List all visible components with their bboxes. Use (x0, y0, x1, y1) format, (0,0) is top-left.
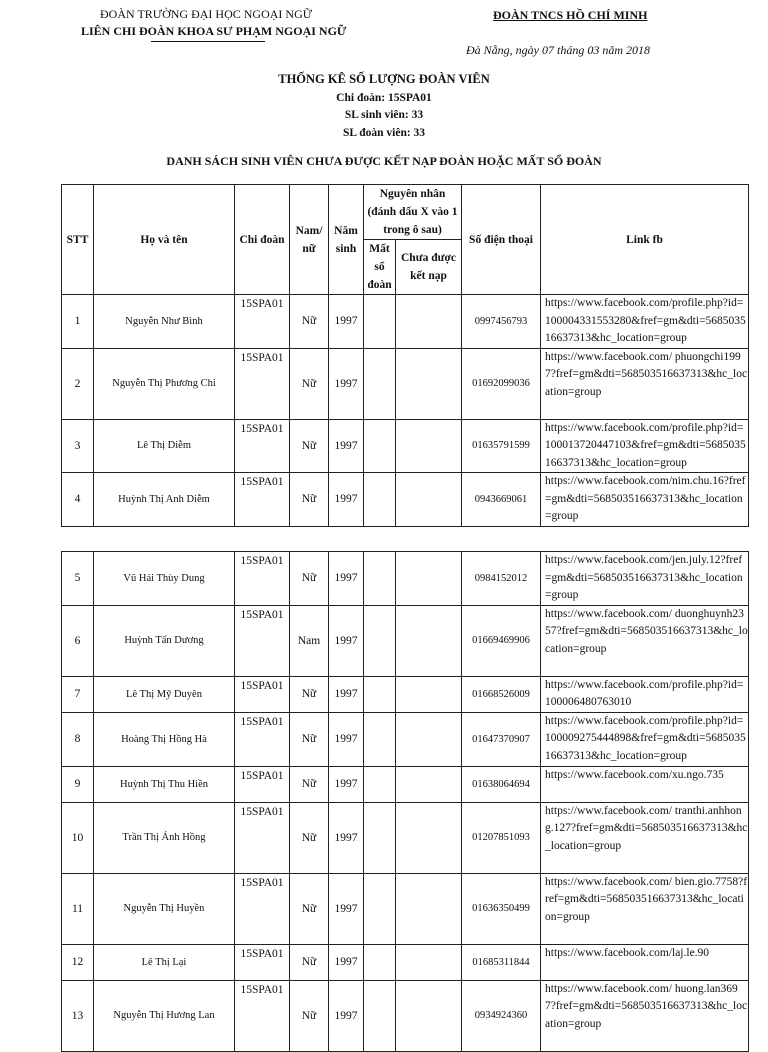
row-lost-book-mark (364, 605, 396, 676)
row-lost-book-mark (364, 473, 396, 527)
row-chi-doan: 15SPA01 (235, 944, 290, 980)
row-gender: Nữ (290, 676, 329, 712)
student-table-page1 (61, 184, 749, 527)
row-not-admitted-mark (396, 419, 462, 473)
row-year: 1997 (329, 348, 364, 419)
row-year: 1997 (329, 419, 364, 473)
row-stt: 10 (62, 802, 94, 873)
row-not-admitted-mark (396, 802, 462, 873)
chi-doan-line: Chi đoàn: 15SPA01 (336, 92, 432, 104)
row-stt: 6 (62, 605, 94, 676)
row-year: 1997 (329, 980, 364, 1051)
row-gender: Nữ (290, 980, 329, 1051)
row-chi-doan: 15SPA01 (235, 802, 290, 873)
row-name: Lê Thị Lại (94, 944, 235, 980)
row-phone: 0997456793 (462, 295, 541, 349)
row-stt: 7 (62, 676, 94, 712)
row-fb-link[interactable]: https://www.facebook.com/ bien.gio.7758?fref=gm&dti=568503516637313&hc_location=group (541, 873, 749, 944)
row-not-admitted-mark (396, 676, 462, 712)
row-fb-link[interactable]: https://www.facebook.com/jen.july.12?fref=gm&dti=568503516637313&hc_location=group (541, 552, 749, 606)
row-phone: 01685311844 (462, 944, 541, 980)
row-phone: 01692099036 (462, 348, 541, 419)
row-not-admitted-mark (396, 552, 462, 606)
row-not-admitted-mark (396, 980, 462, 1051)
row-name: Huỳnh Tấn Dương (94, 605, 235, 676)
row-name: Trần Thị Ánh Hồng (94, 802, 235, 873)
row-stt: 13 (62, 980, 94, 1051)
row-fb-link[interactable]: https://www.facebook.com/ duonghuynh2357?fref=gm&dti=568503516637313&hc_location=group (541, 605, 749, 676)
row-year: 1997 (329, 295, 364, 349)
row-gender: Nữ (290, 712, 329, 766)
col-chi-doan-header: Chi đoàn (235, 185, 290, 295)
header-underline (151, 41, 265, 42)
row-stt: 5 (62, 552, 94, 606)
table-row (62, 802, 749, 873)
row-year: 1997 (329, 802, 364, 873)
table-row (62, 473, 749, 527)
row-fb-link[interactable]: https://www.facebook.com/profile.php?id=100006480763010 (541, 676, 749, 712)
row-stt: 4 (62, 473, 94, 527)
row-chi-doan: 15SPA01 (235, 419, 290, 473)
row-name: Nguyễn Thị Huyền (94, 873, 235, 944)
row-phone: 01668526009 (462, 676, 541, 712)
student-count-line: SL sinh viên: 33 (344, 109, 424, 121)
col-lost-book-header: Mất sổ đoàn (364, 240, 396, 295)
row-gender: Nữ (290, 348, 329, 419)
row-stt: 2 (62, 348, 94, 419)
list-title: DANH SÁCH SINH VIÊN CHƯA ĐƯỢC KẾT NẠP ĐOÀN HOẶC MẤT SỔ ĐOÀN (166, 154, 602, 168)
col-name-header: Họ và tên (94, 185, 235, 295)
row-chi-doan: 15SPA01 (235, 473, 290, 527)
row-chi-doan: 15SPA01 (235, 295, 290, 349)
row-chi-doan: 15SPA01 (235, 712, 290, 766)
row-phone: 01636350499 (462, 873, 541, 944)
row-lost-book-mark (364, 980, 396, 1051)
row-phone: 01669469906 (462, 605, 541, 676)
member-count-line: SL đoàn viên: 33 (342, 127, 426, 139)
document-date: Đà Nẵng, ngày 07 tháng 03 năm 2018 (466, 43, 650, 57)
row-gender: Nữ (290, 766, 329, 802)
row-phone: 01207851093 (462, 802, 541, 873)
row-phone: 0943669061 (462, 473, 541, 527)
col-link-header: Link fb (541, 185, 749, 295)
col-reason-header: Nguyên nhân (đánh dấu X vào 1 trong ô sau) (364, 185, 462, 240)
row-gender: Nữ (290, 802, 329, 873)
row-fb-link[interactable]: https://www.facebook.com/ phuongchi1997?fref=gm&dti=568503516637313&hc_location=group (541, 348, 749, 419)
table-row (62, 348, 749, 419)
row-lost-book-mark (364, 552, 396, 606)
row-year: 1997 (329, 944, 364, 980)
table-row (62, 419, 749, 473)
row-not-admitted-mark (396, 348, 462, 419)
table-row (62, 944, 749, 980)
row-gender: Nữ (290, 944, 329, 980)
row-lost-book-mark (364, 348, 396, 419)
row-phone: 01638064694 (462, 766, 541, 802)
row-phone: 0984152012 (462, 552, 541, 606)
row-gender: Nữ (290, 552, 329, 606)
row-phone: 0934924360 (462, 980, 541, 1051)
row-gender: Nữ (290, 473, 329, 527)
row-name: Nguyễn Thị Phương Chi (94, 348, 235, 419)
table-row (62, 676, 749, 712)
row-fb-link[interactable]: https://www.facebook.com/nim.chu.16?fref=gm&dti=568503516637313&hc_location=group (541, 473, 749, 527)
row-name: Lê Thị Diễm (94, 419, 235, 473)
row-not-admitted-mark (396, 766, 462, 802)
table-row (62, 873, 749, 944)
table-row (62, 980, 749, 1051)
row-chi-doan: 15SPA01 (235, 873, 290, 944)
row-fb-link[interactable]: https://www.facebook.com/laj.le.90 (541, 944, 749, 980)
row-stt: 12 (62, 944, 94, 980)
row-gender: Nam (290, 605, 329, 676)
row-phone: 01647370907 (462, 712, 541, 766)
row-stt: 11 (62, 873, 94, 944)
youth-union-name: ĐOÀN TNCS HỒ CHÍ MINH (493, 8, 648, 22)
col-not-admitted-header: Chưa được kết nạp (396, 240, 462, 295)
row-chi-doan: 15SPA01 (235, 348, 290, 419)
row-year: 1997 (329, 473, 364, 527)
row-name: Huỳnh Thị Anh Diễm (94, 473, 235, 527)
row-lost-book-mark (364, 712, 396, 766)
row-name: Vũ Hải Thùy Dung (94, 552, 235, 606)
row-year: 1997 (329, 766, 364, 802)
row-not-admitted-mark (396, 473, 462, 527)
row-phone: 01635791599 (462, 419, 541, 473)
row-lost-book-mark (364, 676, 396, 712)
table-row (62, 552, 749, 606)
table-row (62, 766, 749, 802)
row-name: Huỳnh Thị Thu Hiền (94, 766, 235, 802)
col-year-header: Năm sinh (329, 185, 364, 295)
row-not-admitted-mark (396, 605, 462, 676)
row-year: 1997 (329, 873, 364, 944)
row-chi-doan: 15SPA01 (235, 552, 290, 606)
row-gender: Nữ (290, 295, 329, 349)
row-not-admitted-mark (396, 295, 462, 349)
row-fb-link[interactable]: https://www.facebook.com/ huong.lan3697?fref=gm&dti=568503516637313&hc_location=group (541, 980, 749, 1051)
row-gender: Nữ (290, 419, 329, 473)
row-stt: 1 (62, 295, 94, 349)
row-chi-doan: 15SPA01 (235, 766, 290, 802)
row-gender: Nữ (290, 873, 329, 944)
row-lost-book-mark (364, 944, 396, 980)
row-lost-book-mark (364, 295, 396, 349)
col-phone-header: Số điện thoại (462, 185, 541, 295)
row-not-admitted-mark (396, 712, 462, 766)
col-stt-header: STT (62, 185, 94, 295)
row-stt: 8 (62, 712, 94, 766)
row-year: 1997 (329, 712, 364, 766)
row-year: 1997 (329, 552, 364, 606)
row-name: Nguyễn Như Bình (94, 295, 235, 349)
row-fb-link[interactable]: https://www.facebook.com/profile.php?id=100004331553280&fref=gm&dti=568503516637313&hc_location=group (541, 295, 749, 349)
faculty-union-name: LIÊN CHI ĐOÀN KHOA SƯ PHẠM NGOẠI NGỮ (81, 24, 347, 38)
row-not-admitted-mark (396, 944, 462, 980)
row-lost-book-mark (364, 766, 396, 802)
row-chi-doan: 15SPA01 (235, 605, 290, 676)
row-name: Lê Thị Mỹ Duyên (94, 676, 235, 712)
student-table-page2 (61, 551, 749, 1052)
row-lost-book-mark (364, 802, 396, 873)
table-row (62, 295, 749, 349)
row-fb-link[interactable]: https://www.facebook.com/ tranthi.anhhong.127?fref=gm&dti=568503516637313&hc_location=group (541, 802, 749, 873)
row-chi-doan: 15SPA01 (235, 676, 290, 712)
row-name: Hoàng Thị Hồng Hà (94, 712, 235, 766)
row-stt: 9 (62, 766, 94, 802)
row-year: 1997 (329, 605, 364, 676)
table-row (62, 605, 749, 676)
row-year: 1997 (329, 676, 364, 712)
row-fb-link[interactable]: https://www.facebook.com/profile.php?id=100009275444898&fref=gm&dti=568503516637313&hc_location=group (541, 712, 749, 766)
row-chi-doan: 15SPA01 (235, 980, 290, 1051)
row-not-admitted-mark (396, 873, 462, 944)
report-title: THỐNG KÊ SỐ LƯỢNG ĐOÀN VIÊN (278, 72, 490, 86)
row-fb-link[interactable]: https://www.facebook.com/xu.ngo.735 (541, 766, 749, 802)
row-lost-book-mark (364, 873, 396, 944)
row-stt: 3 (62, 419, 94, 473)
row-lost-book-mark (364, 419, 396, 473)
union-school-name: ĐOÀN TRƯỜNG ĐẠI HỌC NGOẠI NGỮ (100, 7, 313, 21)
table-row (62, 712, 749, 766)
col-gender-header: Nam/ nữ (290, 185, 329, 295)
row-name: Nguyễn Thị Hương Lan (94, 980, 235, 1051)
row-fb-link[interactable]: https://www.facebook.com/profile.php?id=100013720447103&fref=gm&dti=568503516637313&hc_location=group (541, 419, 749, 473)
